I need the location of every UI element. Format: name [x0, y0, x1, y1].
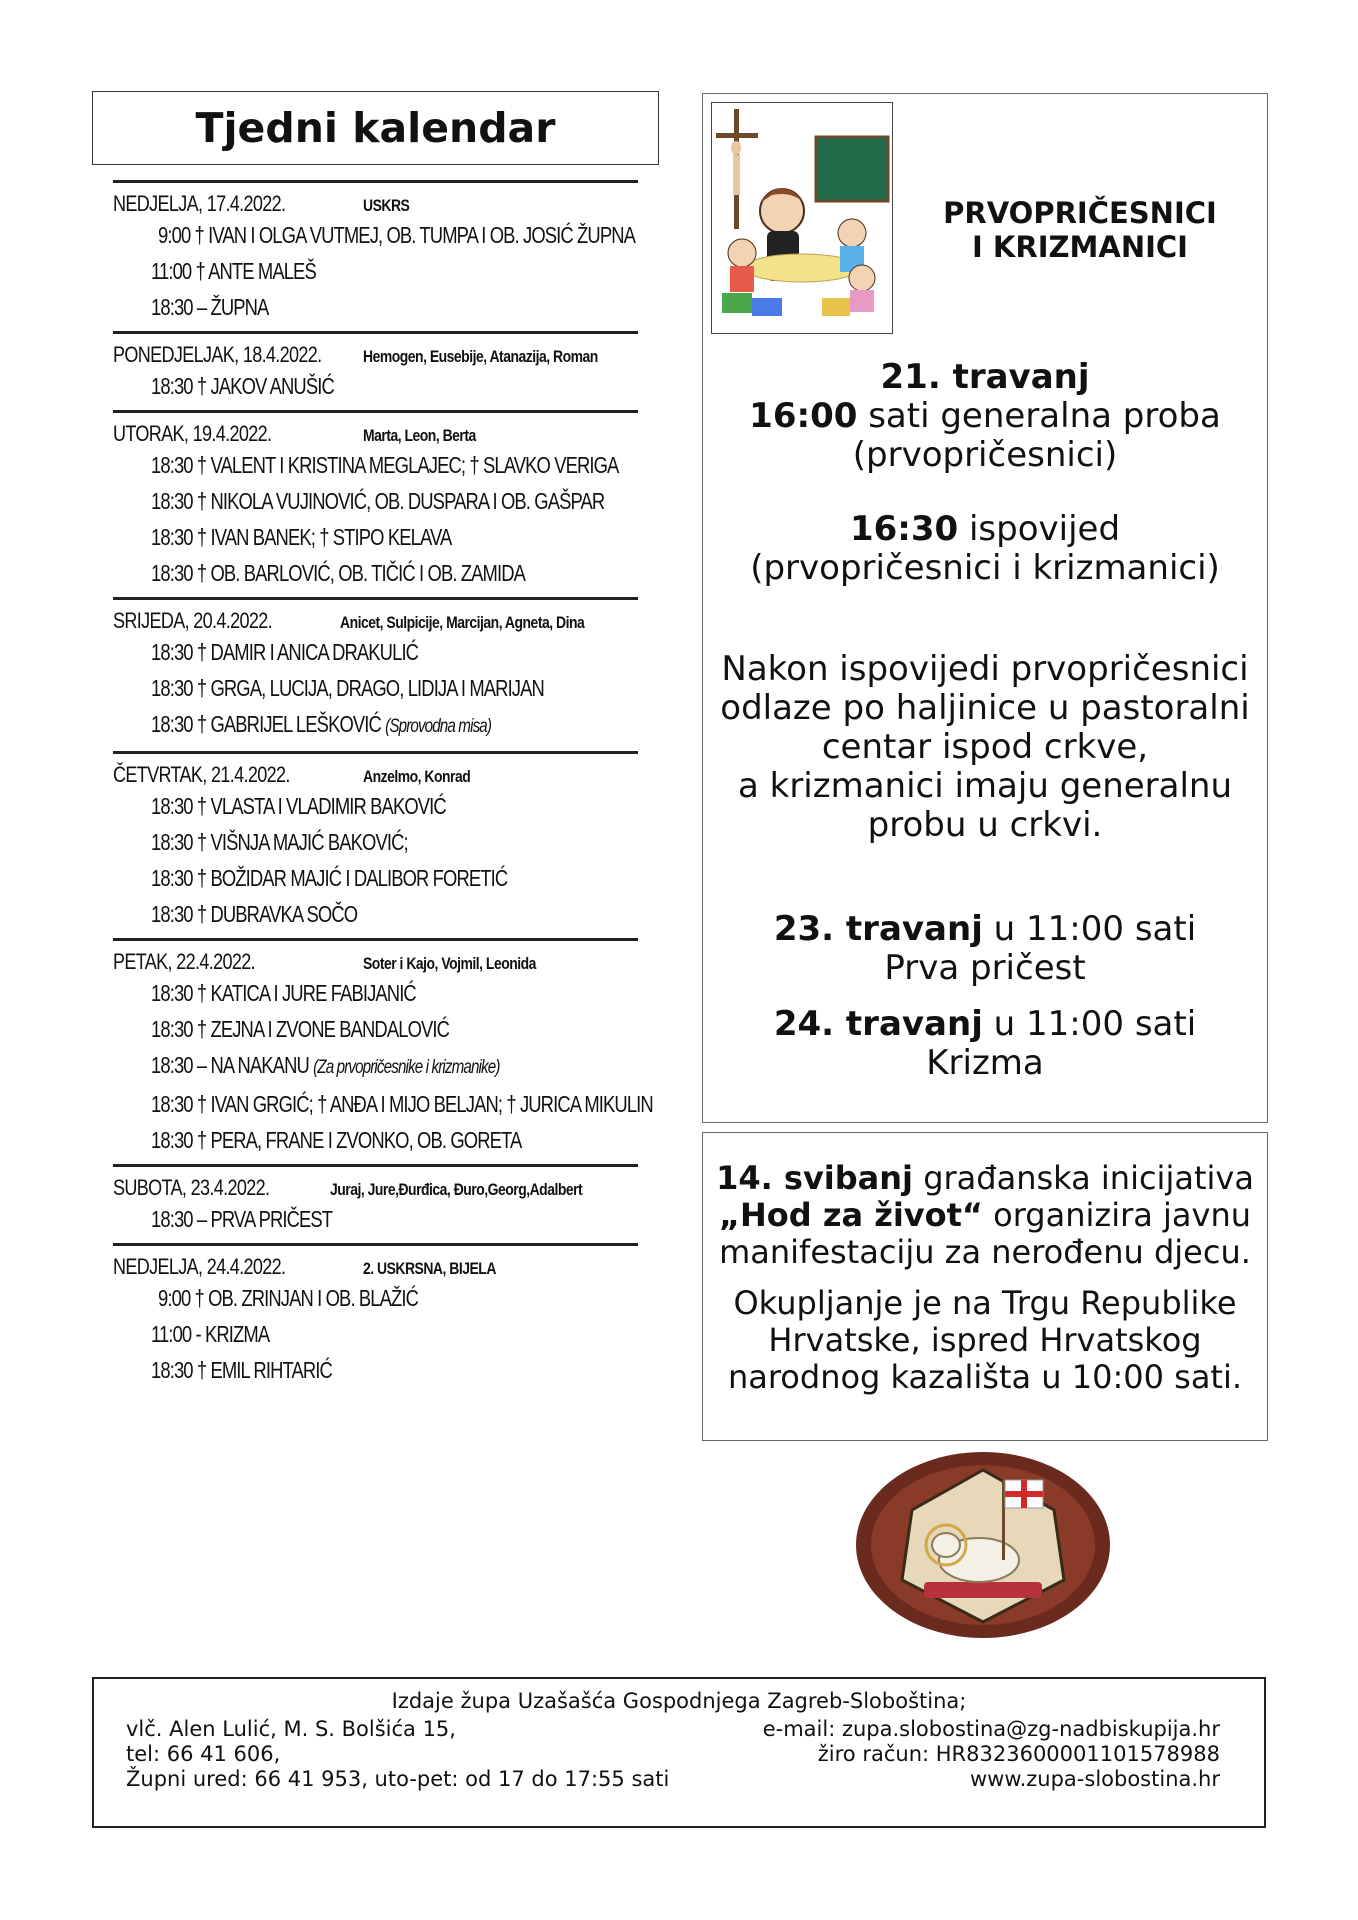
confession-desc: ispovijed [958, 509, 1121, 549]
first-communion-label: Prva pričest [884, 948, 1086, 988]
mass-text: 18:30 – ŽUPNA [151, 294, 269, 320]
day-saints: Anicet, Sulpicije, Marcijan, Agneta, Dina [340, 613, 585, 632]
instructions-paragraph [702, 650, 1268, 845]
mass-text: 9:00 † IVAN I OLGA VUTMEJ, OB. TUMPA I OB. JOSIĆ ŽUPNA [158, 222, 636, 248]
calendar-day [113, 751, 638, 938]
mass-entry [151, 368, 541, 404]
mass-text: 18:30 † JAKOV ANUŠIĆ [151, 373, 334, 399]
lamb-of-god-emblem [854, 1450, 1112, 1640]
first-communion-block [702, 910, 1268, 988]
day-header [113, 608, 638, 634]
day-saints: Anzelmo, Konrad [363, 767, 471, 786]
mass-entry [151, 447, 619, 483]
mass-entry [151, 1011, 541, 1047]
mass-text: 18:30 – PRVA PRIČEST [151, 1206, 333, 1232]
mass-text: 18:30 † IVAN GRGIĆ; † ANĐA I MIJO BELJAN; † JURICA MIKULIN [151, 1091, 653, 1117]
calendar-day [113, 410, 638, 597]
mass-text: 9:00 † OB. ZRINJAN I OB. BLAŽIĆ [158, 1285, 419, 1311]
mass-text: 18:30 † EMIL RIHTARIĆ [151, 1357, 332, 1383]
mass-text: 18:30 † VIŠNJA MAJIĆ BAKOVIĆ; [151, 829, 408, 855]
mass-note: (Za prvopričesnike i krizmanike) [313, 1057, 500, 1078]
mass-entry [151, 519, 541, 555]
calendar-day [113, 1164, 638, 1243]
footer [92, 1677, 1266, 1828]
mass-entry [151, 1316, 541, 1352]
mass-entry [151, 975, 541, 1011]
mass-entry [151, 1122, 541, 1158]
mass-entry [151, 1086, 653, 1122]
first-communion-time: u 11:00 sati [982, 909, 1197, 949]
mass-entry [151, 896, 541, 932]
mass-entry [158, 1280, 542, 1316]
para-line: odlaze po haljinice u pastoralni [720, 688, 1250, 728]
first-communion-date: 23. travanj [773, 909, 983, 949]
footer-bank-account: žiro račun: HR8323600001101578988 [817, 1742, 1220, 1766]
rehearsal-desc: sati generalna proba [857, 396, 1221, 436]
mass-text: 18:30 † GABRIJEL LEŠKOVIĆ [151, 711, 381, 737]
mass-entry [151, 1352, 541, 1388]
mass-entry [151, 483, 605, 519]
day-saints: USKRS [363, 196, 410, 215]
rehearsal-date: 21. travanj [880, 357, 1090, 397]
day-date: NEDJELJA, 17.4.2022. [113, 191, 286, 216]
mass-text: 18:30 † NIKOLA VUJINOVIĆ, OB. DUSPARA I OB. GAŠPAR [151, 488, 605, 514]
mass-text: 18:30 † BOŽIDAR MAJIĆ I DALIBOR FORETIĆ [151, 865, 508, 891]
mass-text: 18:30 † IVAN BANEK; † STIPO KELAVA [151, 524, 452, 550]
confession-time: 16:30 [849, 509, 959, 549]
mass-entry [151, 253, 541, 289]
mass-text: 18:30 – NA NAKANU [151, 1052, 309, 1078]
day-header [113, 342, 638, 368]
panel-heading-line2: I KRIZMANICI [972, 230, 1188, 264]
page-title: Tjedni kalendar [92, 91, 659, 165]
footer-address: vlč. Alen Lulić, M. S. Bolšića 15, [126, 1717, 456, 1741]
day-saints: Hemogen, Eusebije, Atanazija, Roman [363, 347, 598, 366]
mass-text: 18:30 † VLASTA I VLADIMIR BAKOVIĆ [151, 793, 446, 819]
mass-text: 18:30 † KATICA I JURE FABIJANIĆ [151, 980, 416, 1006]
day-date: PONEDJELJAK, 18.4.2022. [113, 342, 322, 367]
day-date: UTORAK, 19.4.2022. [113, 421, 272, 446]
confirmation-date: 24. travanj [773, 1004, 983, 1044]
footer-website[interactable]: www.zupa-slobostina.hr [970, 1767, 1220, 1791]
day-header [113, 421, 638, 447]
mass-note: (Sprovodna misa) [385, 716, 492, 737]
day-saints: Marta, Leon, Berta [363, 426, 476, 445]
day-date: ČETVRTAK, 21.4.2022. [113, 762, 290, 787]
calendar-day [113, 938, 653, 1164]
confession-sub: (prvopričesnici i krizmanici) [750, 548, 1220, 588]
day-header [113, 762, 638, 788]
mass-text: 18:30 † PERA, FRANE I ZVONKO, OB. GORETA [151, 1127, 522, 1153]
mass-text: 11:00 - KRIZMA [151, 1321, 270, 1347]
march-line3: manifestaciju za nerođenu djecu. [719, 1233, 1251, 1271]
day-header [113, 191, 638, 217]
day-saints: Juraj, Jure,Đurđica, Đuro,Georg,Adalbert [330, 1180, 583, 1199]
mass-entry [151, 289, 541, 325]
mass-text: 18:30 † DAMIR I ANICA DRAKULIĆ [151, 639, 419, 665]
rehearsal-block [702, 358, 1268, 475]
footer-phone: tel: 66 41 606, [126, 1742, 281, 1766]
mass-text: 18:30 † DUBRAVKA SOČO [151, 901, 358, 927]
calendar-day [113, 1243, 638, 1394]
mass-entry [158, 217, 636, 253]
day-saints: Soter i Kajo, Vojmil, Leonida [363, 954, 536, 973]
march-event-name: „Hod za život“ [718, 1196, 983, 1234]
footer-office-hours: Župni ured: 66 41 953, uto-pet: od 17 do 17:55 sati [126, 1767, 670, 1791]
mass-text: 18:30 † OB. BARLOVIĆ, OB. TIČIĆ I OB. ZAMIDA [151, 560, 526, 586]
mass-entry [151, 670, 544, 706]
mass-entry [151, 1201, 541, 1237]
footer-publisher: Izdaje župa Uzašašća Gospodnjega Zagreb-Sloboština; [391, 1689, 967, 1713]
calendar-day [113, 180, 638, 331]
para-line: centar ispod crkve, [821, 727, 1149, 767]
mass-entry [151, 634, 541, 670]
panel-heading-line1: PRVOPRIČESNICI [943, 196, 1217, 230]
mass-entry [151, 555, 541, 591]
confirmation-time: u 11:00 sati [982, 1004, 1197, 1044]
para-line: a krizmanici imaju generalnu [737, 766, 1233, 806]
mass-entry [151, 860, 541, 896]
calendar-day [113, 597, 638, 751]
mass-text: 11:00 † ANTE MALEŠ [151, 258, 316, 284]
para-line: probu u crkvi. [867, 805, 1103, 845]
footer-email[interactable]: e-mail: zupa.slobostina@zg-nadbiskupija.hr [762, 1717, 1220, 1741]
march-line1: građanska inicijativa [913, 1159, 1254, 1197]
rehearsal-time: 16:00 [749, 396, 858, 436]
day-date: SUBOTA, 23.4.2022. [113, 1175, 270, 1200]
day-header [113, 1175, 638, 1201]
day-saints: 2. USKRSNA, BIJELA [363, 1259, 496, 1278]
mass-entry [151, 824, 541, 860]
confirmation-label: Krizma [926, 1043, 1044, 1083]
day-date: SRIJEDA, 20.4.2022. [113, 608, 273, 633]
march-line2: organizira javnu [982, 1196, 1252, 1234]
mass-text: 18:30 † GRGA, LUCIJA, DRAGO, LIDIJA I MARIJAN [151, 675, 544, 701]
mass-entry [151, 1047, 541, 1086]
mass-entry [151, 788, 541, 824]
march-for-life-text [702, 1160, 1268, 1396]
weekly-calendar [113, 180, 653, 1394]
classroom-illustration [711, 102, 893, 334]
march-line6: narodnog kazališta u 10:00 sati. [727, 1358, 1243, 1396]
march-line5: Hrvatske, ispred Hrvatskog [768, 1321, 1202, 1359]
day-header [113, 1254, 638, 1280]
confession-block [702, 510, 1268, 588]
march-line4: Okupljanje je na Trgu Republike [733, 1284, 1237, 1322]
mass-entry [151, 706, 541, 745]
calendar-day [113, 331, 638, 410]
day-date: NEDJELJA, 24.4.2022. [113, 1254, 286, 1279]
para-line: Nakon ispovijedi prvopričesnici [721, 649, 1249, 689]
mass-text: 18:30 † ZEJNA I ZVONE BANDALOVIĆ [151, 1016, 450, 1042]
confirmation-block [702, 1005, 1268, 1083]
rehearsal-sub: (prvopričesnici) [852, 435, 1118, 475]
panel-heading [905, 196, 1255, 264]
mass-text: 18:30 † VALENT I KRISTINA MEGLAJEC; † SLAVKO VERIGA [151, 452, 619, 478]
day-header [113, 949, 638, 975]
day-date: PETAK, 22.4.2022. [113, 949, 255, 974]
march-date: 14. svibanj [716, 1159, 914, 1197]
